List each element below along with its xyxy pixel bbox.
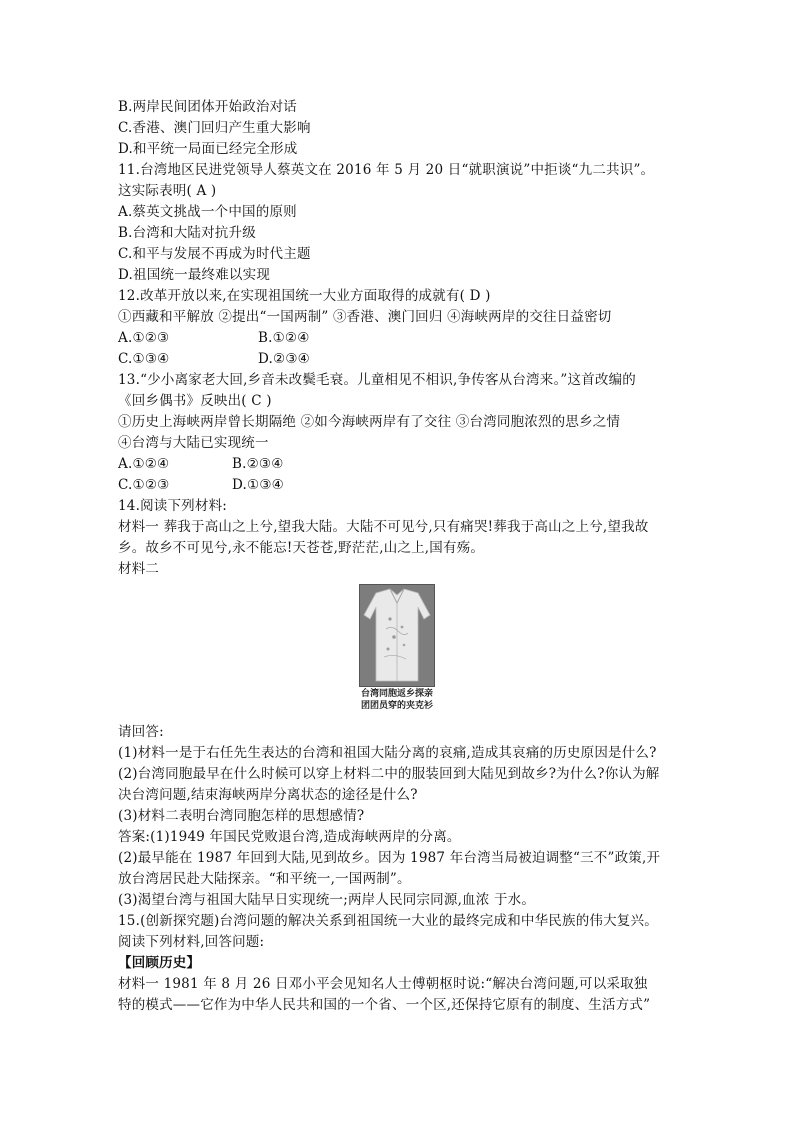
question-13-stem-cont: 《回乡偶书》反映出( C )	[118, 393, 272, 409]
option-b-q13: B.②③④	[232, 456, 284, 472]
material-two-label: 材料二	[118, 561, 160, 577]
option-b-q10: B.两岸民间团体开始政治对话	[118, 99, 298, 115]
option-a-q11: A.蔡英文挑战一个中国的原则	[118, 204, 297, 220]
question-13-stem: 13.“少小离家老大回,乡音未改鬓毛衰。儿童相见不相识,争传客从台湾来。”这首改编的	[118, 372, 637, 388]
material-one-text: 材料一 葬我于高山之上兮,望我大陆。大陆不可见兮,只有痛哭!葬我于高山之上兮,望我故	[118, 519, 649, 535]
figure-caption-line-2: 团团员穿的夹克衫	[360, 701, 433, 711]
material-one-q15-cont: 特的模式——它作为中华人民共和国的一个省、一个区,还保持它原有的制度、生活方式”	[118, 997, 651, 1013]
question-14-stem: 14.阅读下列材料:	[118, 498, 228, 514]
figure-caption	[353, 688, 441, 712]
option-c-q11: C.和平与发展不再成为时代主题	[118, 246, 311, 262]
material-one-q15: 材料一 1981 年 8 月 26 日邓小平会见知名人士傅朝枢时说:“解决台湾问题,可以采取独	[118, 976, 648, 992]
sub-question-1: (1)材料一是于右任先生表达的台湾和祖国大陆分离的哀痛,造成其哀痛的历史原因是什么?	[118, 745, 657, 761]
answer-1: 答案:(1)1949 年国民党败退台湾,造成海峡两岸的分离。	[118, 829, 461, 845]
option-b-q12: B.①②④	[258, 330, 310, 346]
question-15-instruction: 阅读下列材料,回答问题:	[118, 934, 265, 950]
questions-prompt: 请回答:	[118, 724, 164, 740]
option-d-q13: D.①③④	[232, 477, 284, 493]
option-d-q12: D.②③④	[258, 351, 310, 367]
jacket-photo	[359, 584, 435, 687]
figure-caption-line-1: 台湾同胞返乡探亲	[360, 689, 433, 699]
option-d-q11: D.祖国统一最终难以实现	[118, 267, 271, 283]
question-15-stem: 15.(创新探究题)台湾问题的解决关系到祖国统一大业的最终完成和中华民族的伟大复兴。	[118, 913, 658, 929]
question-12-items: ①西藏和平解放 ②提出“一国两制” ③香港、澳门回归 ④海峡两岸的交往日益密切	[118, 309, 612, 325]
option-c-q12: C.①③④	[118, 351, 170, 367]
option-c-q13: C.①②③	[118, 477, 170, 493]
sub-question-3: (3)材料二表明台湾同胞怎样的思想感情?	[118, 808, 365, 824]
answer-3: (3)渴望台湾与祖国大陆早日实现统一;两岸人民同宗同源,血浓 于水。	[118, 892, 536, 908]
sub-question-2-cont: 决台湾问题,结束海峡两岸分离状态的途径是什么?	[118, 787, 418, 803]
option-a-q12: A.①②③	[118, 330, 170, 346]
option-d-q10: D.和平统一局面已经完全形成	[118, 141, 298, 157]
material-one-text-cont: 乡。故乡不可见兮,永不能忘!天苍苍,野茫茫,山之上,国有殇。	[118, 540, 485, 556]
question-12-stem: 12.改革开放以来,在实现祖国统一大业方面取得的成就有( D )	[118, 288, 491, 304]
answer-2-cont: 放台湾居民赴大陆探亲。“和平统一,一国两制”。	[118, 871, 411, 887]
option-a-q13: A.①②④	[118, 456, 170, 472]
question-13-items: ①历史上海峡两岸曾长期隔绝 ②如今海峡两岸有了交往 ③台湾同胞浓烈的思乡之情	[118, 414, 621, 430]
section-heading-review-history: 【回顾历史】	[118, 955, 201, 971]
option-c-q10: C.香港、澳门回归产生重大影响	[118, 120, 311, 136]
material-two-figure	[359, 584, 435, 714]
jacket-illustration	[360, 585, 434, 686]
question-13-items-cont: ④台湾与大陆已实现统一	[118, 435, 269, 451]
answer-2: (2)最早能在 1987 年回到大陆,见到故乡。因为 1987 年台湾当局被迫调整“三不”政策,开	[118, 850, 661, 866]
option-b-q11: B.台湾和大陆对抗升级	[118, 225, 256, 241]
question-11-stem-cont: 这实际表明( A )	[118, 183, 217, 199]
question-11-stem: 11.台湾地区民进党领导人蔡英文在 2016 年 5 月 20 日“就职演说”中拒谈“九二共识”。	[118, 162, 655, 178]
sub-question-2: (2)台湾同胞最早在什么时候可以穿上材料二中的服装回到大陆见到故乡?为什么?你认为解	[118, 766, 660, 782]
